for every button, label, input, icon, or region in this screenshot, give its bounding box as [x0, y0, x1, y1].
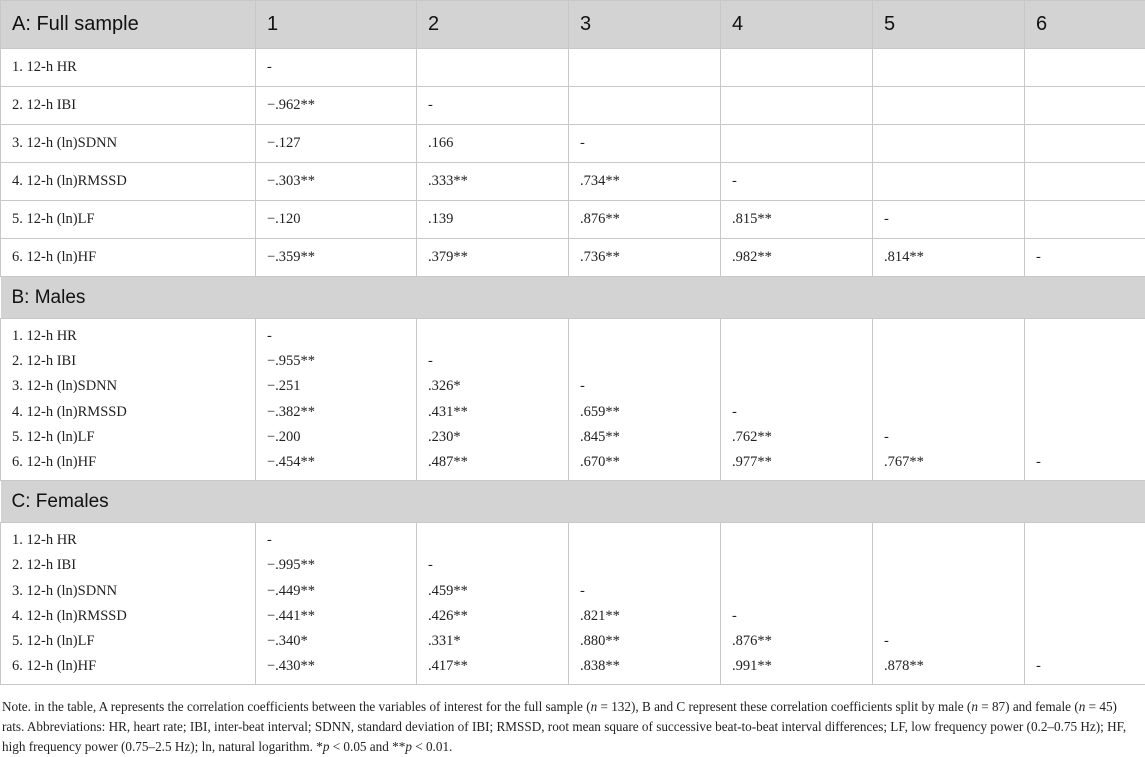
table-cell: .845**	[580, 425, 720, 450]
row-label: 5. 12-h (ln)LF	[12, 425, 255, 450]
table-cell: -	[417, 87, 569, 125]
section-header-row	[1, 277, 1145, 319]
table-cell	[884, 604, 1024, 629]
table-cell	[732, 553, 872, 578]
column-cell	[1025, 523, 1145, 685]
note-italic-n: n	[971, 699, 978, 714]
table-row	[1, 201, 1145, 239]
note-italic-p: p	[405, 739, 412, 754]
table-cell	[884, 579, 1024, 604]
table-cell: -	[873, 201, 1025, 239]
table-cell: .876**	[569, 201, 721, 239]
header-cell-section-a: A: Full sample	[1, 1, 256, 49]
table-cell: .767**	[884, 450, 1024, 475]
table-cell	[580, 528, 720, 553]
row-labels-cell	[1, 319, 256, 481]
table-cell: .736**	[569, 239, 721, 277]
table-group	[1, 319, 1145, 481]
table-cell	[884, 553, 1024, 578]
header-row	[1, 1, 1145, 49]
table-cell	[1025, 87, 1145, 125]
table-cell	[1036, 528, 1145, 553]
table-cell: −.200	[267, 425, 416, 450]
column-cell	[569, 523, 721, 685]
table-cell: .487**	[428, 450, 568, 475]
table-row	[1, 87, 1145, 125]
table-cell: -	[428, 349, 568, 374]
table-row	[1, 163, 1145, 201]
table-cell	[721, 87, 873, 125]
table-cell: -	[267, 324, 416, 349]
column-cell	[256, 523, 417, 685]
note-text: = 87) and female (	[978, 699, 1079, 714]
note-text: = 132), B and C represent these correlation coefficients split by male (	[597, 699, 971, 714]
row-label: 3. 12-h (ln)SDNN	[12, 579, 255, 604]
table-cell	[1025, 163, 1145, 201]
table-cell	[732, 324, 872, 349]
column-cell	[873, 523, 1025, 685]
row-label: 5. 12-h (ln)LF	[12, 629, 255, 654]
table-cell	[417, 49, 569, 87]
row-label: 2. 12-h IBI	[1, 87, 256, 125]
table-cell	[569, 49, 721, 87]
table-cell: .659**	[580, 400, 720, 425]
table-cell: -	[569, 125, 721, 163]
table-cell: .838**	[580, 654, 720, 679]
table-cell	[884, 528, 1024, 553]
note-text: = 45) rats. Abbreviations: HR, heart rate; IBI, inter-beat interval; SDNN, standard deviation of IBI; RMSSD, root mean square of successive beat-to-beat interval differences; LF, low frequency power (0.2–0.75 Hz); HF, high frequency power (0.75–2.5 Hz); ln, natural logarithm. *	[2, 699, 1126, 754]
row-label: 4. 12-h (ln)RMSSD	[12, 604, 255, 629]
table-row	[1, 239, 1145, 277]
table-cell: .991**	[732, 654, 872, 679]
table-cell	[1036, 349, 1145, 374]
table-cell: -	[1036, 450, 1145, 475]
table-cell	[884, 324, 1024, 349]
note-text: < 0.01.	[412, 739, 452, 754]
table-row	[1, 49, 1145, 87]
table-cell: .880**	[580, 629, 720, 654]
table-cell: -	[721, 163, 873, 201]
table-cell	[721, 125, 873, 163]
table-cell: .734**	[569, 163, 721, 201]
table-cell: .762**	[732, 425, 872, 450]
table-cell	[1025, 49, 1145, 87]
column-cell	[569, 319, 721, 481]
column-cell	[721, 319, 873, 481]
table-cell: .331*	[428, 629, 568, 654]
table-cell: −.127	[256, 125, 417, 163]
row-label: 5. 12-h (ln)LF	[1, 201, 256, 239]
header-cell-3: 3	[569, 1, 721, 49]
table-cell: .878**	[884, 654, 1024, 679]
row-label: 6. 12-h (ln)HF	[1, 239, 256, 277]
table-cell: -	[256, 49, 417, 87]
table-cell: −.251	[267, 374, 416, 399]
table-cell	[428, 528, 568, 553]
table-cell	[873, 49, 1025, 87]
table-cell: −.120	[256, 201, 417, 239]
table-cell	[732, 528, 872, 553]
table-cell	[873, 125, 1025, 163]
table-cell: −.962**	[256, 87, 417, 125]
table-cell: −.441**	[267, 604, 416, 629]
row-label: 4. 12-h (ln)RMSSD	[1, 163, 256, 201]
row-label: 4. 12-h (ln)RMSSD	[12, 400, 255, 425]
table-cell	[580, 553, 720, 578]
table-cell: -	[1025, 239, 1145, 277]
table-cell: −.449**	[267, 579, 416, 604]
table-cell	[569, 87, 721, 125]
note-italic-n: n	[1079, 699, 1086, 714]
table-cell: .431**	[428, 400, 568, 425]
table-cell: .982**	[721, 239, 873, 277]
section-header-row	[1, 481, 1145, 523]
header-cell-4: 4	[721, 1, 873, 49]
column-cell	[721, 523, 873, 685]
table-cell: .821**	[580, 604, 720, 629]
header-cell-6: 6	[1025, 1, 1145, 49]
table-group	[1, 523, 1145, 685]
table-cell	[873, 87, 1025, 125]
table-cell: -	[580, 374, 720, 399]
row-label: 6. 12-h (ln)HF	[12, 450, 255, 475]
table-note	[0, 685, 1145, 757]
table-cell	[580, 349, 720, 374]
table-cell	[580, 324, 720, 349]
table-cell: -	[732, 604, 872, 629]
table-cell: .166	[417, 125, 569, 163]
column-cell	[1025, 319, 1145, 481]
table-cell	[1036, 324, 1145, 349]
note-text: Note. in the table, A represents the correlation coefficients between the variables of interest for the full sample (	[2, 699, 591, 714]
table-cell: .230*	[428, 425, 568, 450]
table-cell: .459**	[428, 579, 568, 604]
row-label: 2. 12-h IBI	[12, 349, 255, 374]
table-cell: -	[267, 528, 416, 553]
table-cell: .426**	[428, 604, 568, 629]
table-cell	[1025, 201, 1145, 239]
table-cell: .814**	[873, 239, 1025, 277]
table-cell	[884, 349, 1024, 374]
table-cell: .326*	[428, 374, 568, 399]
table-cell	[873, 163, 1025, 201]
table-cell: .333**	[417, 163, 569, 201]
table-cell: .139	[417, 201, 569, 239]
header-cell-1: 1	[256, 1, 417, 49]
table-cell	[1036, 400, 1145, 425]
column-cell	[256, 319, 417, 481]
row-label: 1. 12-h HR	[12, 528, 255, 553]
table-cell	[884, 400, 1024, 425]
table-cell	[1036, 553, 1145, 578]
table-cell: −.454**	[267, 450, 416, 475]
table-cell: −.359**	[256, 239, 417, 277]
table-cell: -	[580, 579, 720, 604]
note-italic-n: n	[591, 699, 598, 714]
table-cell: .876**	[732, 629, 872, 654]
table-cell	[1025, 125, 1145, 163]
table-cell: -	[884, 425, 1024, 450]
row-label: 1. 12-h HR	[12, 324, 255, 349]
row-label: 2. 12-h IBI	[12, 553, 255, 578]
table-cell: −.303**	[256, 163, 417, 201]
note-text: < 0.05 and **	[329, 739, 405, 754]
table-cell: -	[884, 629, 1024, 654]
table-cell: −.995**	[267, 553, 416, 578]
header-cell-5: 5	[873, 1, 1025, 49]
table-cell	[732, 579, 872, 604]
table-cell	[1036, 579, 1145, 604]
table-cell: −.430**	[267, 654, 416, 679]
table-cell: −.340*	[267, 629, 416, 654]
table-cell: .379**	[417, 239, 569, 277]
table-cell: .977**	[732, 450, 872, 475]
table-cell	[1036, 425, 1145, 450]
table-cell: .417**	[428, 654, 568, 679]
column-cell	[417, 319, 569, 481]
section-title: B: Males	[1, 277, 1145, 319]
table-cell: .815**	[721, 201, 873, 239]
row-labels-cell	[1, 523, 256, 685]
table-cell: -	[732, 400, 872, 425]
table-cell	[732, 374, 872, 399]
table-cell	[1036, 629, 1145, 654]
column-cell	[417, 523, 569, 685]
table-cell	[732, 349, 872, 374]
table-cell: −.955**	[267, 349, 416, 374]
table-row	[1, 125, 1145, 163]
table-cell	[721, 49, 873, 87]
column-cell	[873, 319, 1025, 481]
table-cell: -	[428, 553, 568, 578]
table-cell	[884, 374, 1024, 399]
table-cell	[1036, 374, 1145, 399]
table-cell: -	[1036, 654, 1145, 679]
table-cell: −.382**	[267, 400, 416, 425]
table-cell: .670**	[580, 450, 720, 475]
table-cell	[1036, 604, 1145, 629]
row-label: 3. 12-h (ln)SDNN	[1, 125, 256, 163]
row-label: 1. 12-h HR	[1, 49, 256, 87]
row-label: 6. 12-h (ln)HF	[12, 654, 255, 679]
header-cell-2: 2	[417, 1, 569, 49]
note-italic-p: p	[323, 739, 330, 754]
section-title: C: Females	[1, 481, 1145, 523]
row-label: 3. 12-h (ln)SDNN	[12, 374, 255, 399]
table-cell	[428, 324, 568, 349]
